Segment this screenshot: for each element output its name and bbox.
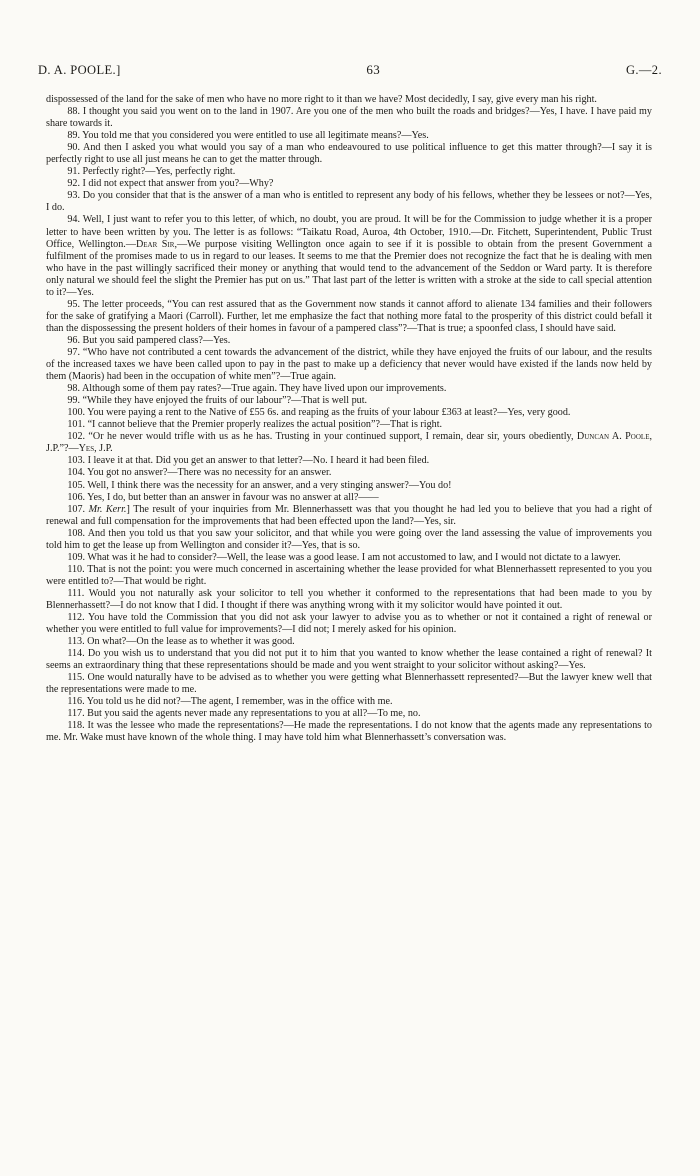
question-93: 93. Do you consider that that is the answer of a man who is entitled to represent any body of his fellows, whether they be lessees or not?—Yes, I do.: [46, 190, 652, 214]
question-113: 113. On what?—On the lease as to whether it was good.: [67, 636, 295, 648]
question-103: 103. I leave it at that. Did you get an answer to that letter?—No. I heard it had been filed.: [67, 455, 430, 467]
question-105: 105. Well, I think there was the necessity for an answer, and a very stinging answer?—You do!: [67, 479, 452, 491]
question-102-part-b: A. Poole, J.P.”?—Yes, J.P.: [46, 431, 653, 455]
question-109: 109. What was it he had to consider?—Well, the lease was a good lease. I am not accustomed to law, and I would not dictate to a lawyer.: [67, 551, 621, 563]
document-body: [46, 94, 652, 745]
question-102: [46, 431, 652, 455]
question-111: 111. Would you not naturally ask your solicitor to tell you whether it conformed to the representations that had been made to you by Blennerhassett?—I do not know that I did. I thought if there was anything wrong with it my solicitor would have pointed it out.: [46, 587, 652, 611]
question-96: 96. But you said pampered class?—Yes.: [67, 334, 231, 346]
question-112: 112. You have told the Commission that you did not ask your lawyer to advise you as to whether or not it contained a right of renewal or whether you were entitled to full value for improvements?—I did not; I merely asked for his opinion.: [46, 612, 652, 636]
question-94-part-a: 94. Well, I just want to refer you to this letter, of which, no doubt, you are proud. It will be for the Commission to judge whether it is a proper letter to have been written by you. The letter is as follows: “Taikatu Road, Auroa, 4th October, 1910.—Dr. Fitchett, Superintendent, Public Trust Office, Wellington.—: [46, 214, 652, 250]
question-110: 110. That is not the point: you were much concerned in ascertaining whether the lease provided for what Blennerhassett represented to you you were entitled to?—That would be right.: [46, 563, 652, 587]
question-88: 88. I thought you said you went on to the land in 1907. Are you one of the men who built the roads and bridges?—Yes, I have. I have paid my share towards it.: [46, 106, 652, 130]
question-100: 100. You were paying a rent to the Native of £55 6s. and reaping as the fruits of your labour £363 at least?—Yes, very good.: [67, 407, 571, 419]
question-102-signature: Duncan: [576, 431, 610, 443]
question-91: 91. Perfectly right?—Yes, perfectly right.: [67, 166, 236, 178]
question-90: 90. And then I asked you what would you say of a man who endeavoured to use political influence to get this matter through?—I say it is perfectly right to use all just means he can to get the matter through.: [46, 142, 652, 166]
question-97: 97. “Who have not contributed a cent towards the advancement of the district, while they have enjoyed the fruits of our labour, and the results of the increased taxes we have been called upon to pay in the past to make up a deficiency that never would have existed if the lands now held by them (Maoris) had been in the occupation of white men”?—True again.: [46, 346, 652, 383]
question-117: 117. But you said the agents never made any representations to you at all?—To me, no.: [67, 708, 421, 720]
question-107-text: ] The result of your inquiries from Mr. Blennerhassett was that you thought he had led you to believe that you had a right of renewal and full compensation for the improvements that had been effected upon the land?—Yes, sir.: [46, 503, 652, 527]
header-witness-name: D. A. POOLE.]: [38, 63, 121, 77]
question-94: [46, 214, 652, 298]
question-107: [46, 504, 652, 528]
question-104: 104. You got no answer?—There was no necessity for an answer.: [67, 467, 332, 479]
continued-paragraph: dispossessed of the land for the sake of men who have no more right to it than we have? Most decidedly, I say, give every man his right.: [46, 94, 597, 105]
question-95: 95. The letter proceeds, “You can rest assured that as the Government now stands it cannot afford to alienate 134 families and their followers for the sake of gratifying a Maori (Carroll). Further, let me emphasize the fact that nothing more fatal to the prosperity of this district could befall it than the dispossessing the present holders of their homes in favour of a pampered class”?—That is true; a spoonfed class, I should have said.: [46, 298, 652, 334]
question-102-part-a: 102. “Or he never would trifle with us as he has. Trusting in your continued support, I remain, dear sir, yours obediently,: [67, 431, 577, 443]
question-107-number: 107.: [67, 503, 89, 515]
question-107-speaker: Mr. Kerr.: [88, 503, 127, 515]
question-106: 106. Yes, I do, but better than an answer in favour was no answer at all?——: [67, 491, 379, 503]
question-115: 115. One would naturally have to be advised as to whether you were getting what Blennerhassett represented?—But the lawyer knew well that the representations were made to me.: [46, 672, 652, 696]
question-92: 92. I did not expect that answer from you?—Why?: [67, 178, 274, 190]
question-99: 99. “While they have enjoyed the fruits of our labour”?—That is well put.: [67, 395, 368, 407]
page-header: [38, 62, 662, 78]
question-94-salutation: Dear Sir: [135, 238, 175, 250]
question-101: 101. “I cannot believe that the Premier properly realizes the actual position”?—That is right.: [67, 419, 443, 431]
question-114: 114. Do you wish us to understand that you did not put it to him that you wanted to know whether the lease contained a right of renewal? It seems an extraordinary thing that these representations should be made and you went straight to your solicitor without asking?—Yes.: [46, 648, 652, 672]
page-number: 63: [366, 62, 381, 77]
header-paper-reference: G.—2.: [625, 63, 662, 77]
question-89: 89. You told me that you considered you were entitled to use all legitimate means?—Yes.: [67, 130, 429, 142]
question-116: 116. You told us he did not?—The agent, I remember, was in the office with me.: [67, 696, 393, 708]
question-94-part-b: ,—We purpose visiting Wellington once again to see if it is possible to obtain from the present Government a fulfilment of the promises made to us in regard to our leases. It seems to me that the Premier does not recognize the fact that he is dealing with men who have in the past willingly sacrificed their money or anything that would tend to the advancement of the Seddon or Ward party. It is therefore only natural we should feel the slight the Premier has put on us.” That last part of the letter is written with a stroke at the side to call special attention to it?—Yes.: [46, 238, 653, 298]
question-98: 98. Although some of them pay rates?—True again. They have lived upon our improvements.: [67, 383, 447, 395]
question-108: 108. And then you told us that you saw your solicitor, and that while you were going over the land assessing the value of improvements you told him to get the lease up from Wellington and consider it?—Yes, that is so.: [46, 527, 652, 551]
question-118: 118. It was the lessee who made the representations?—He made the representations. I do not know that the agents made any representations to me. Mr. Wake must have known of the whole thing. I may have told him what Blennerhassett’s conversation was.: [46, 720, 652, 744]
